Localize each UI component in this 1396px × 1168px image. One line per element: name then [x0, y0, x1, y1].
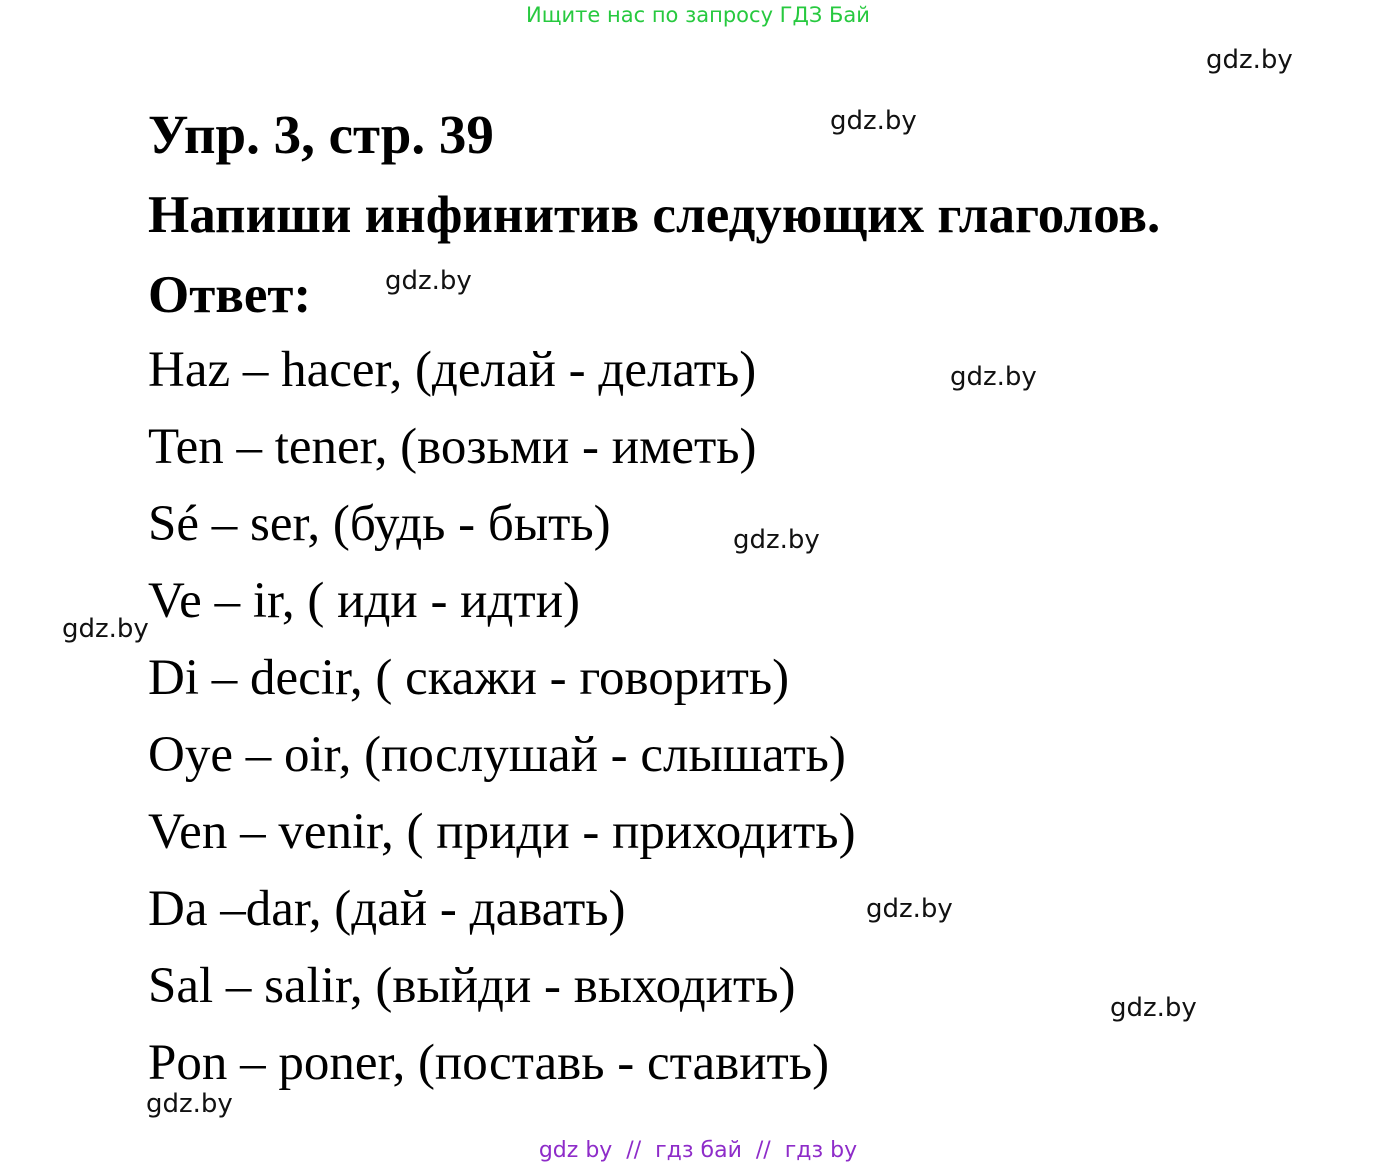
watermark-line-3: gdz.by	[733, 525, 820, 555]
watermark-answer-label: gdz.by	[385, 266, 472, 296]
top-banner-text: Ищите нас по запросу ГДЗ Бай	[526, 3, 870, 27]
watermark-header: gdz.by	[830, 106, 917, 136]
answer-line: Ten – tener, (возьми - иметь)	[148, 419, 757, 475]
answer-line: Sé – ser, (будь - быть)	[148, 496, 611, 552]
answer-line: Da –dar, (дай - давать)	[148, 881, 626, 937]
answer-line: Sal – salir, (выйди - выходить)	[148, 958, 796, 1014]
answer-line: Pon – poner, (поставь - ставить)	[148, 1035, 830, 1091]
answer-line: Di – decir, ( скажи - говорить)	[148, 650, 790, 706]
watermark-line-8: gdz.by	[866, 894, 953, 924]
watermark-bottom-left: gdz.by	[146, 1089, 233, 1119]
footer-links: gdz by // гдз бай // гдз by	[538, 1138, 858, 1163]
watermark-line-1: gdz.by	[950, 362, 1037, 392]
answer-label: Ответ:	[148, 266, 312, 324]
task-instruction: Напиши инфинитив следующих глаголов.	[148, 186, 1161, 244]
answer-line: Haz – hacer, (делай - делать)	[148, 342, 757, 398]
watermark-line-9: gdz.by	[1110, 993, 1197, 1023]
answer-line: Ven – venir, ( приди - приходить)	[148, 804, 856, 860]
answer-line: Ve – ir, ( иди - идти)	[148, 573, 580, 629]
answer-line: Oye – oir, (послушай - слышать)	[148, 727, 846, 783]
watermark-top-right: gdz.by	[1206, 45, 1293, 75]
exercise-title: Упр. 3, стр. 39	[148, 104, 494, 165]
watermark-left: gdz.by	[62, 614, 149, 644]
